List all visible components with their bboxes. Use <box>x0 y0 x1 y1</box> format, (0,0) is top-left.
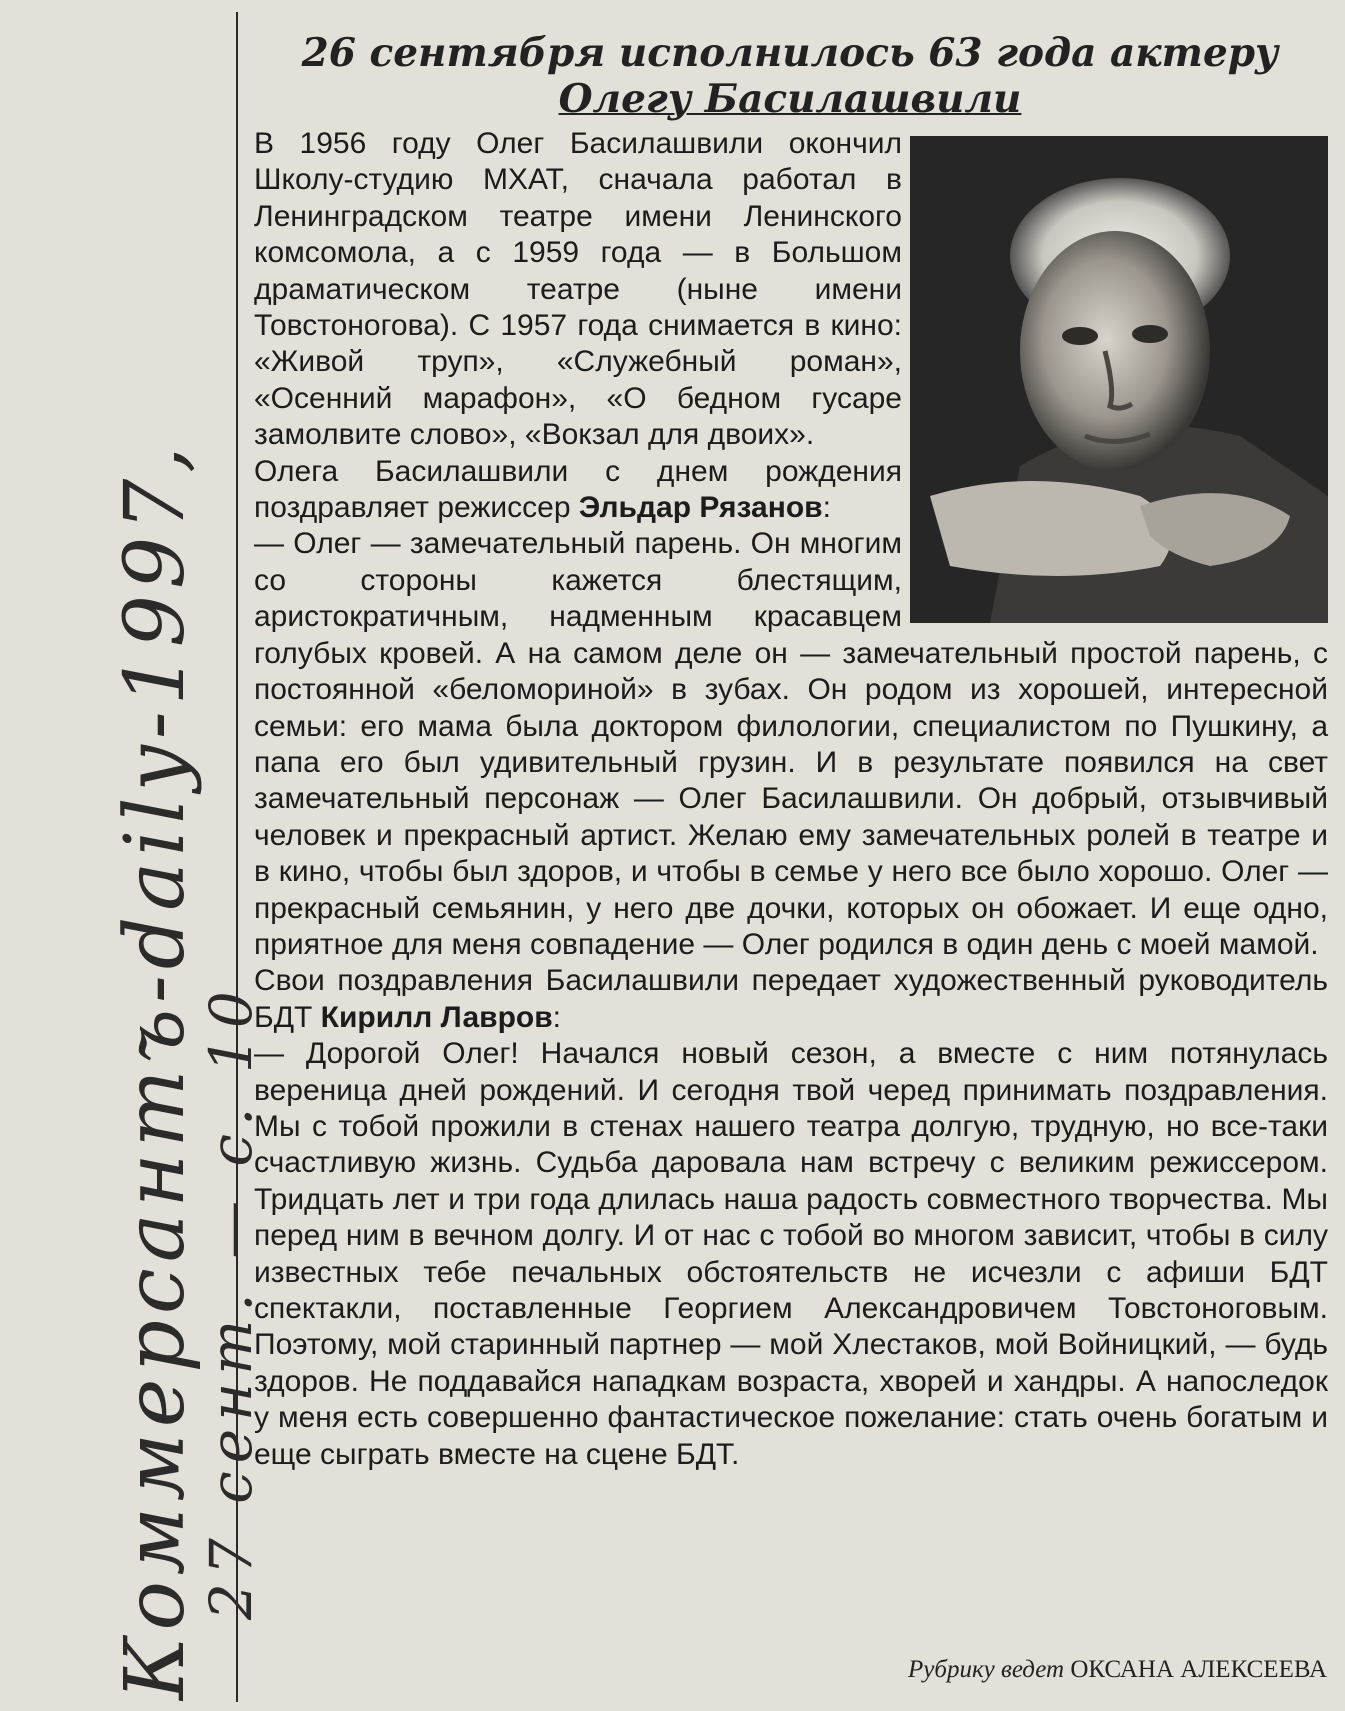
handwritten-note <box>108 441 265 1700</box>
lavrov-intro-text: Свои поздравления Басилашвили передает художественный руководитель БДТ <box>254 964 1328 1034</box>
ryazanov-name: Эльдар Рязанов <box>578 491 823 525</box>
byline-prefix: Рубрику ведет <box>908 1656 1071 1683</box>
byline-author: ОКСАНА АЛЕКСЕЕВА <box>1070 1656 1327 1683</box>
handwritten-source: Коммерсантъ-daily-1997, <box>108 440 203 1700</box>
ryazanov-intro-text: Олега Басилашвили с днем рождения поздравляет режиссер <box>254 454 902 525</box>
byline <box>908 1656 1327 1684</box>
lavrov-colon: : <box>552 1000 562 1034</box>
article-body <box>254 126 1328 1473</box>
lavrov-intro <box>254 963 1328 1036</box>
headline-line-2: Олегу Басилашвили <box>558 76 1022 122</box>
headline <box>250 30 1330 122</box>
handwritten-date: 27 сент. — с. 10 <box>197 983 265 1620</box>
ryazanov-quote: — Олег — замечательный парень. Он многим со стороны кажется блестящим, аристократичным, надменным красавцем голубых кровей. А на самом деле он — замечательный простой парень, с постоянной «беломориной» в зубах. Он родом из хорошей, интересной семьи: его мама была доктором филологии, специалистом по Пушкину, а папа его был удивительный грузин. И в результате появился на свет замечательный персонаж — Олег Басилашвили. Он добрый, отзывчивый человек и прекрасный артист. Желаю ему замечательных ролей в театре и в кино, чтобы был здоров, и чтобы в семье у него все было хорошо. Олег — прекрасный семьянин, у него две дочки, которых он обожает. И еще одно, приятное для меня совпадение — Олег родился в один день с моей мамой. <box>254 527 1328 961</box>
lavrov-quote: — Дорогой Олег! Начался новый сезон, а вместе с ним потянулась вереница дней рождений. И сегодня твой черед принимать поздравления. Мы с тобой прожили в стенах нашего театра долгую, трудную, но все-таки счастливую жизнь. Судьба даровала нам встречу с великим режиссером. Тридцать лет и три года длилась наша радость совместного творчества. Мы перед ним в вечном долгу. И от нас с тобой во многом зависит, чтобы в силу известных тебе печальных обстоятельств не исчезли с афиши БДТ спектакли, поставленные Георгием Александровичем Товстоноговым. Поэтому, мой старинный партнер — мой Хлестаков, мой Войницкий, — будь здоров. Не поддавайся нападкам возраста, хворей и хандры. А напоследок у меня есть совершенно фантастическое пожелание: стать очень богатым и еще сыграть вместе на сцене БДТ. <box>254 1037 1328 1471</box>
ryazanov-colon: : <box>822 491 831 525</box>
photo-space <box>902 126 1328 624</box>
lavrov-name: Кирилл Лавров <box>320 1000 553 1034</box>
intro-paragraph: В 1956 году Олег Басилашвили окончил Школу-студию МХАТ, сначала работал в Ленинградском театре имени Ленинского комсомола, а с 1959 года — в Большом драматическом театре (ныне имени Товстоногова). С 1957 года снимается в кино: «Живой труп», «Служебный роман», «Осенний марафон», «О бедном гусаре замолвите слово», «Вокзал для двоих». <box>254 127 902 452</box>
headline-line-1: 26 сентября исполнилось 63 года актеру <box>301 30 1279 76</box>
